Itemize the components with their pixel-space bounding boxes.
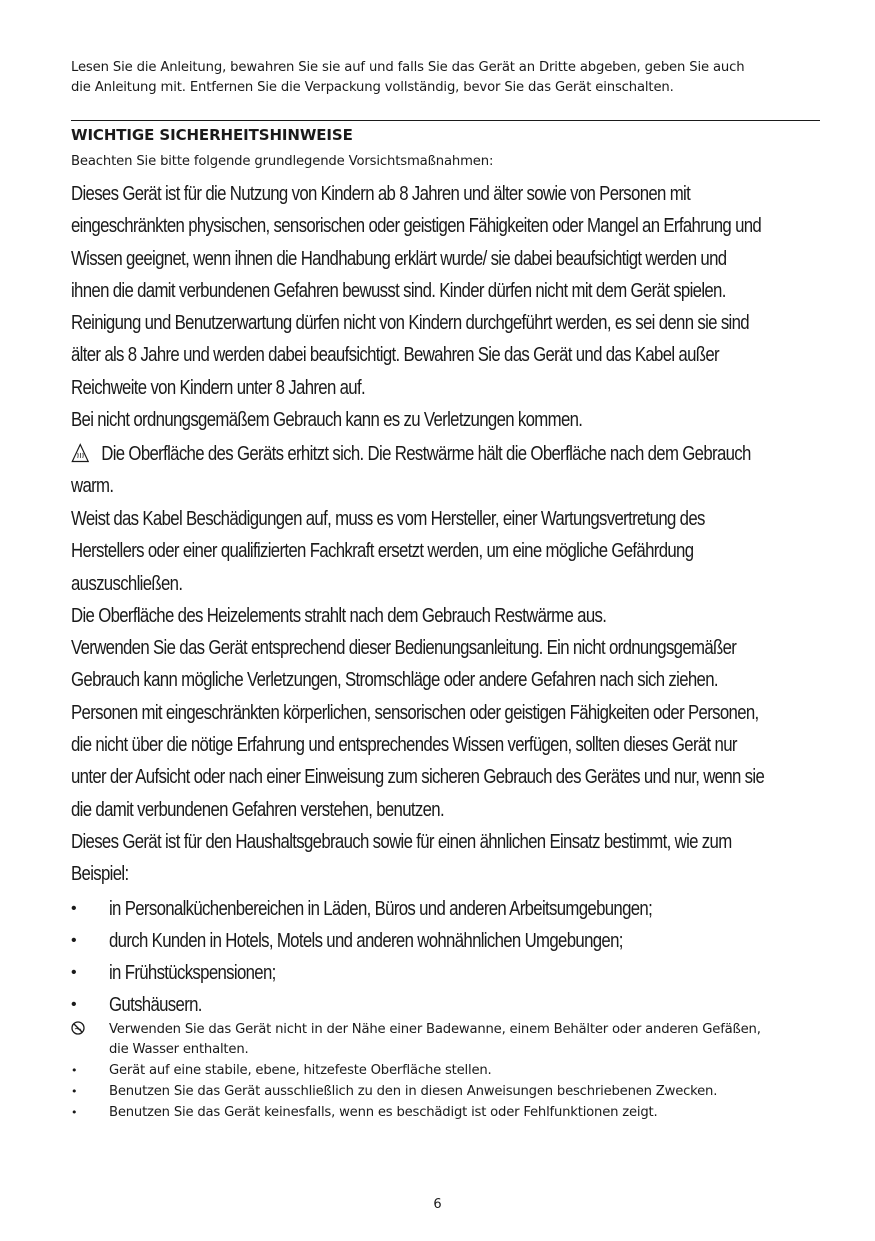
list-item	[71, 1103, 831, 1123]
section-divider	[71, 120, 820, 121]
list-item-text: Benutzen Sie das Gerät keinesfalls, wenn es beschädigt ist oder Fehlfunktionen zeigt.	[109, 1105, 658, 1120]
bullet-mark: •	[71, 964, 76, 981]
bullet-mark: •	[71, 996, 76, 1013]
safety-block-2	[71, 503, 765, 891]
intro-line: Lesen Sie die Anleitung, bewahren Sie sie auf und falls Sie das Gerät an Dritte abgeben, geben Sie auch	[71, 60, 745, 75]
bullet-mark: •	[71, 932, 76, 949]
text-line: Die Oberfläche des Heizelements strahlt nach dem Gebrauch Restwärme aus.	[71, 604, 607, 627]
safety-block-1	[71, 178, 762, 436]
text-line: Dieses Gerät ist für die Nutzung von Kindern ab 8 Jahren und älter sowie von Personen mit	[71, 183, 691, 205]
bullet-mark: •	[71, 900, 76, 917]
hot-surface-warning-icon	[71, 443, 89, 463]
prohibited-item	[71, 1020, 831, 1060]
bullet-mark: •	[71, 1064, 78, 1077]
text-line: Weist das Kabel Beschädigungen auf, muss es vom Hersteller, einer Wartungsvertretung des	[71, 508, 705, 530]
text-line: Verwenden Sie das Gerät entsprechend dieser Bedienungsanleitung. Ein nicht ordnungsgemäßer	[71, 637, 737, 660]
text-line: Reinigung und Benutzerwartung dürfen nicht von Kindern durchgeführt werden, es sei denn sie sind	[71, 312, 749, 335]
text-line: Wissen geeignet, wenn ihnen die Handhabung erklärt wurde/ sie dabei beaufsichtigt werden und	[71, 247, 727, 270]
hot-surface-warning	[71, 438, 751, 503]
list-item-text: in Personalküchenbereichen in Läden, Büros und anderen Arbeitsumgebungen;	[109, 898, 653, 920]
text-line: Gebrauch kann mögliche Verletzungen, Stromschläge oder andere Gefahren nach sich ziehen.	[71, 669, 718, 692]
bullet-mark: •	[71, 1106, 78, 1119]
text-line: Personen mit eingeschränkten körperlichen, sensorischen oder geistigen Fähigkeiten oder Personen,	[71, 701, 759, 724]
list-item-text: durch Kunden in Hotels, Motels und anderen wohnähnlichen Umgebungen;	[109, 930, 623, 952]
text-line: eingeschränkten physischen, sensorischen oder geistigen Fähigkeiten oder Mangel an Erfahrung und	[71, 215, 762, 238]
list-item-text: Benutzen Sie das Gerät ausschließlich zu den in diesen Anweisungen beschriebenen Zwecken.	[109, 1084, 718, 1099]
intro-line: die Anleitung mit. Entfernen Sie die Verpackung vollständig, bevor Sie das Gerät einschalten.	[71, 80, 674, 95]
list-item-text: Gutshäusern.	[109, 994, 202, 1016]
bullet-mark: •	[71, 1085, 78, 1098]
section-subline: Beachten Sie bitte folgende grundlegende Vorsichtsmaßnahmen:	[71, 154, 494, 169]
no-water-icon	[71, 1021, 85, 1035]
list-item-text: Gerät auf eine stabile, ebene, hitzefeste Oberfläche stellen.	[109, 1063, 492, 1078]
list-item	[71, 1061, 831, 1081]
text-line: Reichweite von Kindern unter 8 Jahren auf.	[71, 376, 365, 399]
text-line: die damit verbundenen Gefahren verstehen, benutzen.	[71, 798, 444, 821]
text-line: Dieses Gerät ist für den Haushaltsgebrauch sowie für einen ähnlichen Einsatz bestimmt, wie zum	[71, 830, 732, 853]
text-line: Herstellers oder einer qualifizierten Fachkraft ersetzt werden, um eine mögliche Gefährdung	[71, 540, 694, 563]
text-line: Beispiel:	[71, 863, 129, 886]
text-line: unter der Aufsicht oder nach einer Einweisung zum sicheren Gebrauch des Gerätes und nur, wenn sie	[71, 766, 765, 789]
text-line: älter als 8 Jahre und werden dabei beaufsichtigt. Bewahren Sie das Gerät und das Kabel außer	[71, 344, 719, 367]
text-line: Bei nicht ordnungsgemäßem Gebrauch kann es zu Verletzungen kommen.	[71, 409, 583, 432]
warning-text: warm.	[71, 475, 114, 498]
text-line: die nicht über die nötige Erfahrung und entsprechendes Wissen verfügen, sollten dieses Gerät nur	[71, 734, 737, 757]
section-heading: WICHTIGE SICHERHEITSHINWEISE	[71, 126, 353, 144]
text-line: ihnen die damit verbundenen Gefahren bewusst sind. Kinder dürfen nicht mit dem Gerät spielen.	[71, 279, 726, 302]
warning-text: Die Oberfläche des Geräts erhitzt sich. Die Restwärme hält die Oberfläche nach dem Gebrauch	[101, 443, 751, 465]
intro-paragraph	[71, 58, 831, 98]
list-item	[71, 1082, 831, 1102]
prohibited-text: Verwenden Sie das Gerät nicht in der Nähe einer Badewanne, einem Behälter oder anderen Gefäßen,	[109, 1022, 761, 1037]
text-line: auszuschließen.	[71, 572, 183, 595]
prohibited-text: die Wasser enthalten.	[109, 1042, 249, 1057]
list-item-text: in Frühstückspensionen;	[109, 962, 276, 984]
page-number: 6	[433, 1197, 442, 1212]
